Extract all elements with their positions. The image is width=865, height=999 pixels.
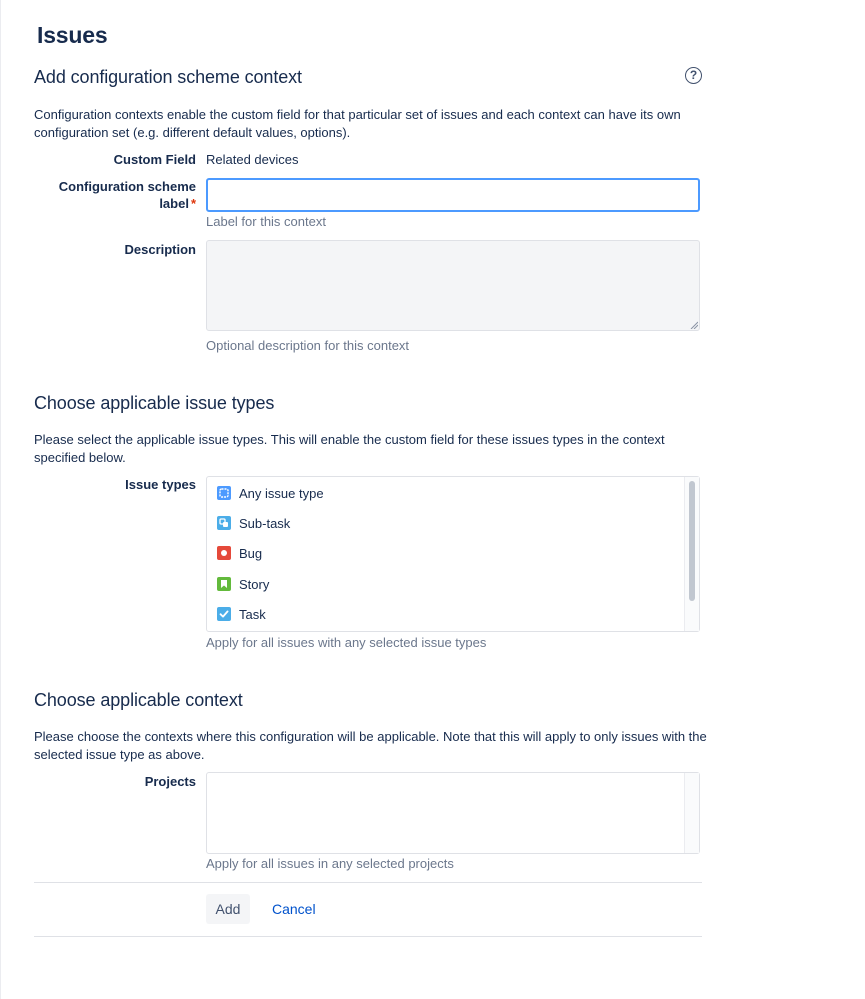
issue-types-description: Please select the applicable issue types. This will enable the custom field for these issues types in the context specified below.: [34, 432, 665, 465]
scheme-label-field-label-line1: Configuration scheme: [58, 179, 196, 194]
issue-types-scrollbar[interactable]: [684, 477, 699, 631]
issue-type-option-label: Sub-task: [239, 515, 291, 531]
task-icon: [217, 607, 231, 621]
question-circle-icon[interactable]: ?: [685, 67, 702, 84]
scheme-label-field-label-line2: label: [159, 196, 189, 211]
issue-types-listbox[interactable]: [206, 476, 700, 632]
page-title: Issues: [37, 22, 108, 48]
scheme-description: Configuration contexts enable the custom field for that particular set of issues and each context can have its own configuration set (e.g. different default values, options).: [34, 107, 681, 140]
required-marker: *: [190, 196, 196, 211]
issue-type-option-any[interactable]: [217, 483, 324, 503]
custom-field-value: Related devices: [206, 152, 299, 167]
context-description: Please choose the contexts where this configuration will be applicable. Note that this will apply to only issues with the selected issue type as above.: [34, 729, 707, 762]
issue-types-label: Issue types: [125, 477, 196, 492]
issue-types-scrollbar-thumb[interactable]: [689, 481, 695, 601]
projects-listbox[interactable]: [206, 772, 700, 854]
issue-type-option-story[interactable]: [217, 574, 269, 594]
divider: [34, 936, 702, 937]
projects-scrollbar[interactable]: [684, 773, 699, 853]
section-heading-scheme: Add configuration scheme context: [34, 67, 302, 87]
issue-type-option-task[interactable]: [217, 604, 266, 624]
issue-type-option-label: Any issue type: [239, 485, 324, 501]
subtask-icon: [217, 516, 231, 530]
description-hint: Optional description for this context: [206, 338, 410, 353]
add-button[interactable]: Add: [206, 894, 250, 924]
projects-label: Projects: [144, 774, 196, 789]
story-icon: [217, 577, 231, 591]
issue-type-option-label: Story: [239, 576, 270, 592]
custom-field-label: Custom Field: [113, 152, 196, 167]
issue-type-option-label: Task: [239, 606, 266, 622]
issue-types-hint: Apply for all issues with any selected issue types: [206, 635, 487, 650]
scheme-label-hint: Label for this context: [206, 214, 326, 229]
projects-hint: Apply for all issues in any selected projects: [206, 856, 454, 871]
scheme-label-input[interactable]: [206, 178, 700, 212]
section-heading-issue-types: Choose applicable issue types: [34, 393, 275, 413]
issue-type-option-bug[interactable]: [217, 543, 262, 563]
any-issue-type-icon: [217, 486, 231, 500]
description-field-label: Description: [124, 242, 196, 257]
scheme-label-field-label: [59, 178, 196, 212]
page-left-border: [0, 0, 1, 999]
description-textarea[interactable]: [206, 240, 700, 331]
divider: [34, 882, 702, 883]
bug-icon: [217, 546, 231, 560]
cancel-link[interactable]: Cancel: [272, 901, 316, 917]
section-heading-context: Choose applicable context: [34, 690, 243, 710]
resize-handle-icon[interactable]: [690, 321, 698, 329]
issue-type-option-subtask[interactable]: [217, 513, 290, 533]
issue-type-option-label: Bug: [239, 545, 263, 561]
